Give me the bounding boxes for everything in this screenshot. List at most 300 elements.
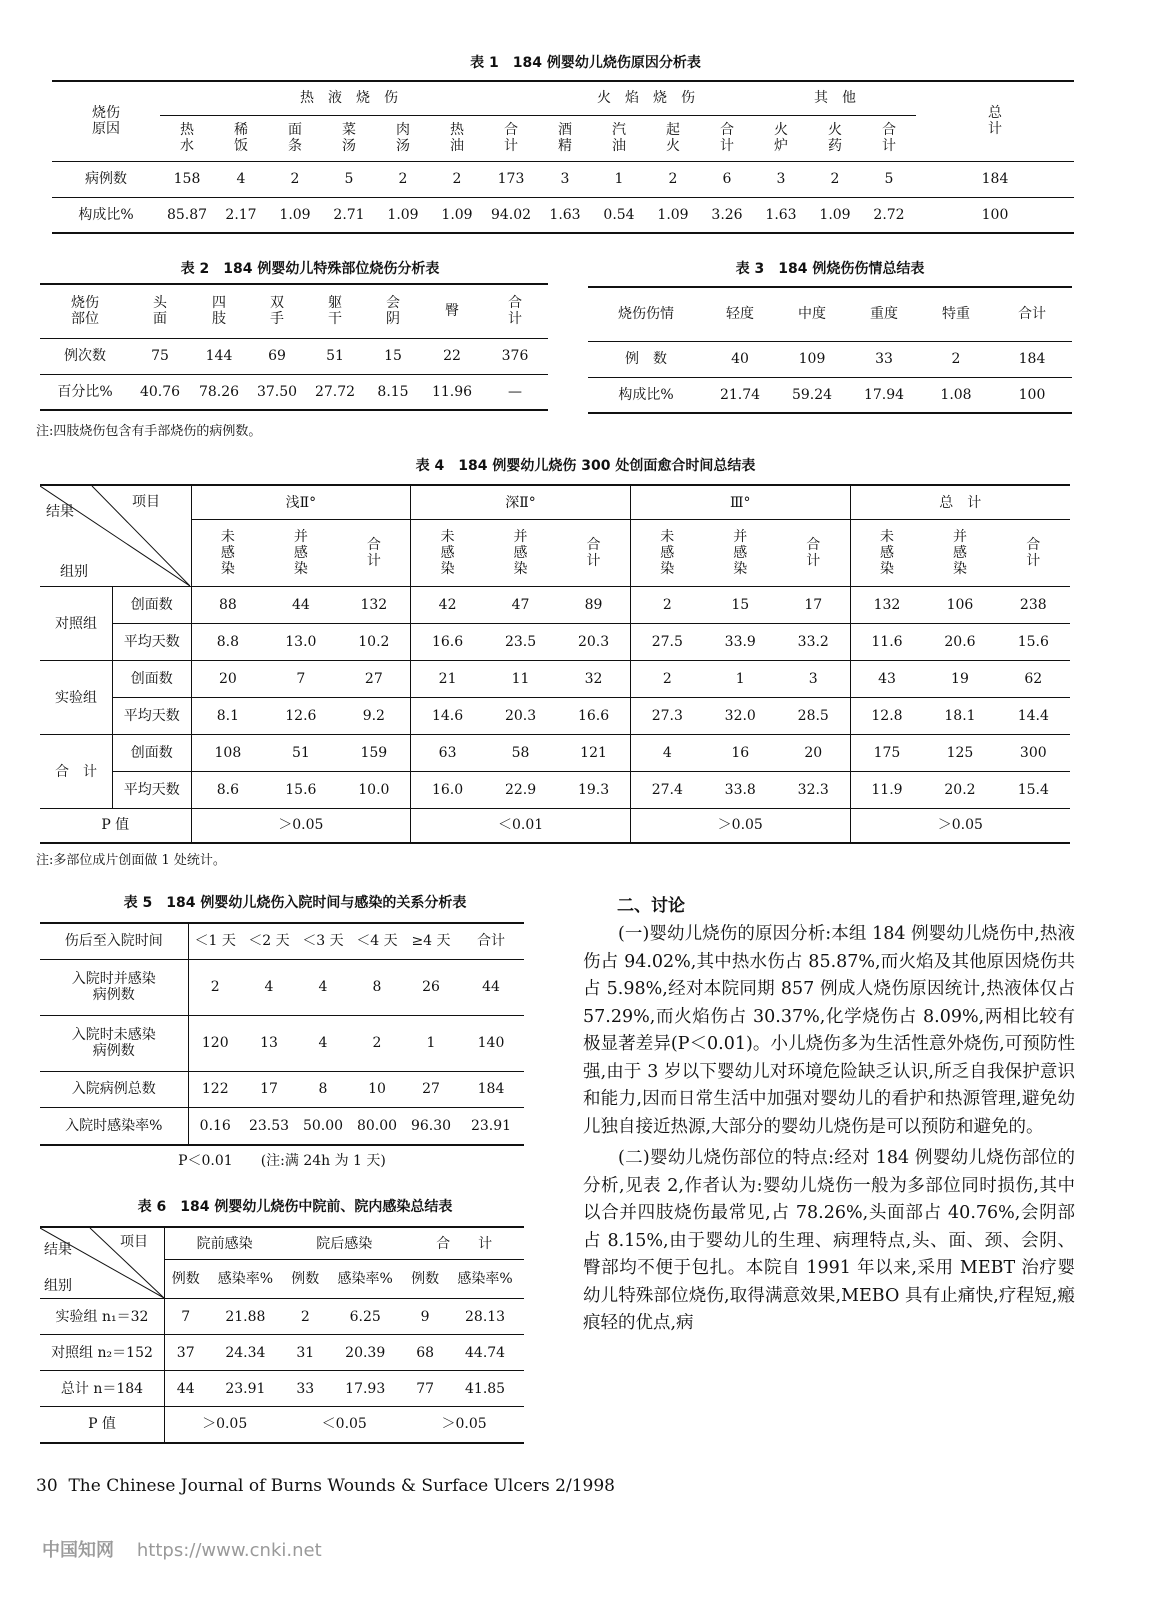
table4-subcol-header	[484, 520, 557, 587]
cell-text: 四 肢	[212, 295, 226, 328]
table4-row-label: 创面数	[112, 661, 191, 698]
table4-cell: 12.8	[871, 708, 903, 724]
table1-cell: 0.54	[603, 206, 635, 223]
cell-text: 会 阴	[386, 295, 400, 328]
table4-group-header: 深Ⅱ°	[411, 485, 631, 520]
vertical-label: 起火	[665, 122, 680, 154]
table4-cell: 20	[218, 671, 237, 687]
table4-cell: 106	[946, 597, 974, 613]
table3-cell: 1.08	[940, 386, 972, 403]
table5-cell: 27	[422, 1081, 440, 1097]
table6-subcol-header: 例数	[171, 1271, 200, 1288]
vertical-label: 酒精	[557, 122, 572, 154]
table6-cell: 24.34	[225, 1344, 266, 1361]
table4-row-label: 创面数	[112, 587, 191, 624]
table1-subcol-header	[160, 115, 214, 161]
table4-cell: 16.6	[557, 698, 630, 735]
table5-cell: 10	[368, 1081, 386, 1097]
table4-cell: 3	[777, 661, 850, 698]
table4-cell: 47	[511, 597, 530, 613]
table2-caption: 表 2 184 例婴幼儿特殊部位烧伤分析表	[180, 261, 440, 277]
table4-cell: 20.3	[504, 708, 537, 724]
table4-cell: 32.3	[777, 772, 850, 809]
table2-cell: 69	[268, 348, 286, 364]
table4-cell: 8.1	[216, 708, 239, 724]
table6-group-header: 合 计	[404, 1227, 524, 1260]
table4-cell: 19	[951, 671, 969, 687]
cell-text: 躯 干	[328, 295, 342, 328]
table5-cell: 96.30	[410, 1117, 452, 1134]
table4-row-label: 创面数	[112, 735, 191, 772]
table4-cell: 23.5	[504, 634, 537, 650]
table4-cell: 20.6	[944, 634, 976, 650]
table4-cell: 15.4	[1017, 782, 1049, 798]
table4-cell: 20.2	[944, 782, 976, 798]
vertical-label: 合计	[366, 537, 381, 569]
page-number: 30	[36, 1476, 58, 1496]
table4-cell: 44	[291, 597, 310, 613]
cell-text: 入院病例总数	[71, 1081, 156, 1097]
table6-caption: 表 6 184 例婴幼儿烧伤中院前、院内感染总结表	[137, 1199, 453, 1215]
table6	[40, 1226, 524, 1444]
table6-cell: 2	[300, 1308, 310, 1325]
table6-cell: 31	[296, 1344, 315, 1361]
table1-subcol-header	[700, 115, 754, 161]
journal-name: The Chinese Journal of Burns Wounds & Surface Ulcers 2/1998	[68, 1476, 615, 1496]
table2-cell: 376	[501, 348, 529, 364]
table1-cell: 2	[452, 171, 462, 187]
table1-row-label: 病例数	[85, 171, 127, 187]
table4-cell: 16.6	[431, 634, 464, 650]
table4-cell: 14.4	[1017, 708, 1049, 724]
table1-row-header: 烧伤 原因	[52, 81, 160, 161]
table1-cell: 1.63	[765, 206, 797, 223]
table5-row-label	[40, 1107, 188, 1145]
table3-cell: 59.24	[791, 386, 833, 403]
table4-subcol-header	[777, 520, 850, 587]
table5-cell: 4	[264, 979, 274, 995]
table6-cell: 28.13	[465, 1308, 506, 1325]
table4-cell: 20	[777, 735, 850, 772]
table3-cell: 33	[875, 351, 893, 367]
table3-row-label: 例 数	[625, 351, 667, 367]
table4-cell: 16.0	[431, 782, 464, 798]
table4-cell: 9.2	[337, 698, 410, 735]
table4-p-label: P 值	[40, 809, 191, 843]
table6-cell: 33	[296, 1380, 315, 1397]
table4	[40, 484, 1070, 844]
table1-cell: 4	[236, 171, 246, 187]
table4-cell: 8.8	[216, 634, 239, 650]
table2-row-label: 例次数	[64, 348, 106, 364]
table3-cell: 109	[798, 351, 826, 367]
table6-corner-bottom: 组别	[44, 1278, 72, 1294]
table4-cell: 2	[662, 597, 672, 613]
table3-header-cell: 合计	[1018, 306, 1046, 323]
table1	[52, 80, 1074, 234]
table5-cell: 4	[318, 979, 328, 995]
table4-cell: 16	[731, 745, 750, 761]
table6-cell: 20.39	[345, 1344, 386, 1361]
table1-cell: 2.72	[873, 206, 905, 223]
table2-cell: 27.72	[314, 383, 356, 400]
table1-cell: 1.09	[819, 206, 851, 223]
table4-cell: 13.0	[285, 634, 317, 650]
table3-row-label: 构成比%	[618, 386, 674, 403]
table6-cell: 23.91	[225, 1380, 266, 1397]
table1-cell: 1.09	[441, 206, 473, 223]
table1-subcol-header	[268, 115, 322, 161]
table1-row-label: 构成比%	[78, 206, 134, 223]
vertical-label: 并感染	[952, 529, 967, 577]
table1-cell: 2	[398, 171, 408, 187]
vertical-label: 火药	[827, 122, 842, 154]
table1-group-header: 火 焰 烧 伤	[538, 81, 754, 115]
table5-caption: 表 5 184 例婴幼儿烧伤入院时间与感染的关系分析表	[123, 895, 467, 911]
table2-row-label: 百分比%	[57, 383, 113, 400]
table4-caption: 表 4 184 例婴幼儿烧伤 300 处创面愈合时间总结表	[415, 458, 756, 474]
table2-header-cell	[190, 284, 248, 338]
table4-subcol-header	[557, 520, 630, 587]
vertical-label: 汽油	[611, 122, 626, 154]
table4-group-header: 浅Ⅱ°	[191, 485, 411, 520]
table5-cell: 140	[477, 1035, 505, 1051]
table1-total-header: 总 计	[916, 81, 1074, 161]
table4-group-header: 总 计	[850, 485, 1070, 520]
table6-subcol-header: 例数	[291, 1271, 320, 1288]
table1-cell: 3	[776, 171, 786, 187]
table4-p-value: ＞0.05	[937, 817, 983, 834]
table1-cell: 3.26	[711, 206, 743, 223]
table4-cell: 15.6	[1017, 634, 1049, 650]
discussion-heading: 二、讨论	[617, 896, 685, 916]
table4-cell: 27.5	[651, 634, 683, 650]
cell-text: 烧伤 部位	[71, 295, 99, 328]
table1-subcol-header	[862, 115, 916, 161]
table1-cell: 173	[497, 171, 525, 187]
vertical-label: 火炉	[773, 122, 788, 154]
discussion-paragraph: (一)婴幼儿烧伤的原因分析:本组 184 例婴幼儿烧伤中,热液伤占 94.02%,其中热水伤占 85.87%,而火焰及其他原因烧伤共占 5.98%,经对本院同期 857 例成人烧伤原因统计,热液体仅占 57.29%,而火焰伤占 30.37%,化学烧伤占 8.09%,两相比较有极显著差异(P＜0.01)。小儿烧伤多为生活性意外烧伤,可预防性强,由于 3 岁以下婴幼儿对环境危险缺乏认识,所乏自我保护意识和能力,因而日常生活中加强对婴幼儿的看护和热源管理,避免幼儿独自接近热源,大部分的婴幼儿烧伤是可以预防和避免的。	[583, 924, 1075, 1137]
table4-subcol-header	[191, 520, 264, 587]
table5-cell: 0.16	[199, 1117, 231, 1134]
table4-subcol-header	[850, 520, 923, 587]
vertical-label: 合计	[719, 122, 734, 154]
table2-cell: 144	[205, 348, 233, 364]
table1-subcol-header	[322, 115, 376, 161]
table1-subcol-header	[484, 115, 538, 161]
vertical-label: 并感染	[733, 529, 748, 577]
table1-cell: 5	[884, 171, 894, 187]
table5-cell: 50.00	[302, 1117, 344, 1134]
table4-subcol-header	[411, 520, 484, 587]
table3-cell: 184	[1018, 351, 1046, 367]
table1-cell: 100	[981, 206, 1009, 223]
watermark	[42, 1536, 322, 1562]
table5-cell: 4	[318, 1035, 328, 1051]
table4-corner-top: 项目	[132, 494, 160, 510]
table1-subcol-header	[592, 115, 646, 161]
table4-group-header: Ⅲ°	[630, 485, 850, 520]
table4-p-value: ＞0.05	[630, 809, 850, 843]
vertical-label: 肉汤	[395, 122, 410, 154]
table2-cell: 11.96	[431, 383, 473, 400]
table1-cell: 2.71	[333, 206, 365, 223]
table5-cell: 8	[318, 1081, 328, 1097]
table1-subcol-header	[646, 115, 700, 161]
table4-cell: 27.3	[651, 708, 683, 724]
table2-header-cell	[422, 284, 482, 338]
table4-cell: 1	[735, 671, 745, 687]
table1-caption: 表 1 184 例婴幼儿烧伤原因分析表	[470, 55, 701, 71]
table1-subcol-header	[754, 115, 808, 161]
table4-p-value: ＞0.05	[191, 809, 411, 843]
table1-subcol-header	[214, 115, 268, 161]
table4-cell: 88	[218, 597, 237, 613]
table4-group-label: 对照组	[40, 587, 112, 661]
table4-cell: 15.6	[285, 782, 317, 798]
table4-cell: 20.3	[557, 624, 630, 661]
table4-group-label: 实验组	[40, 661, 112, 735]
table3-cell: 2	[951, 351, 961, 367]
table2-cell: 8.15	[377, 383, 409, 400]
table4-subcol-header	[997, 520, 1070, 587]
table4-cell: 28.5	[777, 698, 850, 735]
table3	[588, 286, 1072, 414]
table6-cell: 21.88	[225, 1308, 266, 1325]
table5-row-label	[40, 1015, 188, 1071]
table5-cell: 26	[422, 979, 440, 995]
table6-corner	[40, 1227, 165, 1299]
table5-row-label	[40, 1071, 188, 1107]
table3-header-cell: 轻度	[726, 306, 754, 323]
table1-cell: 1	[614, 171, 624, 187]
vertical-label: 未感染	[660, 529, 675, 577]
table4-cell: 7	[296, 671, 306, 687]
table6-subcol-header: 感染率%	[457, 1271, 513, 1288]
table2	[40, 283, 548, 411]
table6-cell: 37	[176, 1344, 195, 1361]
table5-cell: 2	[372, 1035, 382, 1051]
table6-corner-top: 项目	[120, 1234, 148, 1250]
table4-cell: 159	[337, 735, 410, 772]
table6-subcol-header: 例数	[411, 1271, 440, 1288]
table5-header-cell: ＜3 天	[302, 933, 344, 950]
table5-cell: 120	[201, 1035, 229, 1051]
table4-subcol-header	[630, 520, 703, 587]
vertical-label: 菜汤	[341, 122, 356, 154]
table5-cell: 1	[426, 1035, 436, 1051]
table6-p-value: ＞0.05	[441, 1416, 487, 1433]
table4-cell: 11.9	[871, 782, 903, 798]
table6-row-label: 对照组 n₂＝152	[40, 1335, 165, 1371]
table4-cell: 108	[214, 745, 242, 761]
table5-cell: 17	[260, 1081, 278, 1097]
table4-cell: 121	[557, 735, 630, 772]
table2-cell: 51	[326, 348, 344, 364]
table4-cell: 4	[662, 745, 672, 761]
vertical-label: 并感染	[513, 529, 528, 577]
table4-cell: 11.6	[871, 634, 903, 650]
table5-row-label	[40, 959, 188, 1015]
table6-corner-mid: 结果	[44, 1242, 72, 1258]
table1-group-header: 其 他	[754, 81, 916, 115]
table4-cell: 33.9	[724, 634, 756, 650]
table4-cell: 22.9	[504, 782, 537, 798]
table6-cell: 17.93	[345, 1380, 386, 1397]
table2-header-cell	[482, 284, 548, 338]
table6-cell: 7	[181, 1308, 191, 1325]
vertical-label: 合计	[881, 122, 896, 154]
table1-cell: 85.87	[166, 206, 208, 223]
discussion	[583, 893, 1075, 1338]
vertical-label: 合计	[503, 122, 518, 154]
table3-cell: 40	[731, 351, 749, 367]
table2-header-cell	[364, 284, 422, 338]
table6-subcol-header: 感染率%	[337, 1271, 393, 1288]
table6-cell: 68	[416, 1344, 435, 1361]
table6-cell: 77	[416, 1380, 435, 1397]
table4-cell: 27	[337, 661, 410, 698]
table1-cell: 1.09	[657, 206, 689, 223]
vertical-label: 合计	[806, 537, 821, 569]
table5-cell: 13	[260, 1035, 278, 1051]
table4-cell: 32	[557, 661, 630, 698]
table5-header-cell: 合计	[477, 933, 505, 950]
table4-cell: 132	[337, 587, 410, 624]
table1-cell: 6	[722, 171, 732, 187]
cell-text: 入院时感染率%	[65, 1117, 163, 1134]
table5-header-cell: 伤后至入院时间	[40, 923, 188, 959]
vertical-label: 未感染	[220, 529, 235, 577]
table4-cell: 18.1	[944, 708, 976, 724]
table4-cell: 12.6	[285, 708, 317, 724]
table1-subcol-header	[538, 115, 592, 161]
table3-cell: 17.94	[863, 386, 905, 403]
cell-text: 合 计	[508, 295, 522, 328]
table4-cell: 19.3	[557, 772, 630, 809]
table5-cell: 122	[201, 1081, 229, 1097]
table6-row-label: 总计 n＝184	[40, 1371, 165, 1407]
table6-row-label: 实验组 n₁＝32	[40, 1299, 165, 1335]
table2-cell: 22	[443, 348, 461, 364]
table2-cell: 78.26	[198, 383, 240, 400]
table4-p-value: ＜0.01	[411, 809, 631, 843]
table4-subcol-header	[704, 520, 777, 587]
vertical-label: 未感染	[879, 529, 894, 577]
table4-cell: 27.4	[651, 782, 683, 798]
table4-row-label: 平均天数	[112, 772, 191, 809]
table6-p-label: P 值	[40, 1407, 165, 1443]
vertical-label: 未感染	[440, 529, 455, 577]
table2-cell: —	[508, 383, 522, 400]
table1-cell: 2	[830, 171, 840, 187]
table4-subcol-header	[923, 520, 996, 587]
table1-cell: 3	[560, 171, 570, 187]
table1-subcol-header	[808, 115, 862, 161]
table4-cell: 125	[946, 745, 974, 761]
table6-group-header: 院前感染	[165, 1227, 285, 1260]
table5-header-cell: ＜2 天	[248, 933, 290, 950]
table4-corner-mid: 结果	[46, 504, 74, 520]
table4-cell: 21	[438, 671, 457, 687]
table4-group-label: 合 计	[40, 735, 112, 809]
cell-text: 头 面	[153, 295, 167, 328]
table1-cell: 158	[173, 171, 201, 187]
table4-row-label: 平均天数	[112, 624, 191, 661]
table4-cell: 62	[1024, 671, 1043, 687]
table1-subcol-header	[376, 115, 430, 161]
table5-footer: P＜0.01 (注:满 24h 为 1 天)	[178, 1153, 386, 1169]
table2-cell: 15	[384, 348, 402, 364]
table4-note: 注:多部位成片创面做 1 处统计。	[36, 853, 226, 868]
table6-p-value: ＜0.05	[321, 1416, 367, 1433]
table4-cell: 175	[873, 745, 901, 761]
table1-cell: 5	[344, 171, 354, 187]
table4-cell: 33.2	[777, 624, 850, 661]
table6-cell: 44	[176, 1380, 195, 1397]
table5-header-cell: ≥4 天	[411, 933, 451, 950]
table1-cell: 2	[290, 171, 300, 187]
cell-text: 双 手	[270, 295, 284, 328]
table2-note: 注:四肢烧伤包含有手部烧伤的病例数。	[36, 424, 262, 439]
table4-cell: 17	[777, 587, 850, 624]
table1-cell: 1.09	[279, 206, 311, 223]
table3-header-cell: 特重	[942, 306, 970, 323]
table4-subcol-header	[264, 520, 337, 587]
table6-cell: 9	[420, 1308, 430, 1325]
vertical-label: 面条	[287, 122, 302, 154]
vertical-label: 合计	[1026, 537, 1041, 569]
table4-cell: 238	[1019, 597, 1047, 613]
discussion-paragraph: (二)婴幼儿烧伤部位的特点:经对 184 例婴幼儿烧伤部位的分析,见表 2,作者认为:婴幼儿烧伤一般为多部位同时损伤,其中以合并四肢烧伤最常见,占 78.26%,头面部占 40.76%,会阴部占 8.15%,由于婴幼儿的生理、病理特点,头、面、颈、会阴、臀部均不便于包扎。本院自 1991 年以来,采用 MEBT 治疗婴幼儿特殊部位烧伤,取得满意效果,MEBO 具有止痛快,疗程短,瘢痕轻的优点,病	[583, 1148, 1075, 1333]
table2-cell: 40.76	[139, 383, 181, 400]
table2-header-cell	[248, 284, 306, 338]
page-footer	[36, 1476, 615, 1496]
table4-cell: 63	[438, 745, 457, 761]
table3-caption: 表 3 184 例烧伤伤情总结表	[735, 261, 925, 277]
vertical-label: 热水	[179, 122, 194, 154]
table5-cell: 8	[372, 979, 382, 995]
table5-cell: 80.00	[356, 1117, 398, 1134]
table4-cell: 33.8	[724, 782, 756, 798]
table6-cell: 44.74	[465, 1344, 506, 1361]
vertical-label: 合计	[586, 537, 601, 569]
table4-cell: 51	[291, 745, 310, 761]
table4-corner	[40, 485, 191, 587]
table4-row-label: 平均天数	[112, 698, 191, 735]
table6-cell: 6.25	[349, 1308, 381, 1325]
table4-cell: 2	[662, 671, 672, 687]
table4-cell: 14.6	[431, 708, 464, 724]
table4-cell: 32.0	[724, 708, 756, 724]
cell-text: 臀	[445, 303, 459, 320]
table1-cell: 1.63	[549, 206, 581, 223]
table5-header-cell: ＜1 天	[194, 933, 236, 950]
table2-header-cell	[40, 284, 130, 338]
watermark-logo: 中国知网	[42, 1540, 114, 1561]
cell-text: 入院时并感染 病例数	[71, 971, 156, 1003]
table3-header-cell: 中度	[798, 306, 826, 323]
table6-cell: 41.85	[465, 1380, 506, 1397]
table2-header-cell	[306, 284, 364, 338]
table6-group-header: 院后感染	[284, 1227, 404, 1260]
table3-header-cell: 重度	[870, 306, 898, 323]
table4-cell: 132	[873, 597, 901, 613]
vertical-label: 稀饭	[233, 122, 248, 154]
table2-cell: 75	[151, 348, 169, 364]
table1-cell: 2	[668, 171, 678, 187]
cell-text: 入院时未感染 病例数	[71, 1027, 156, 1059]
